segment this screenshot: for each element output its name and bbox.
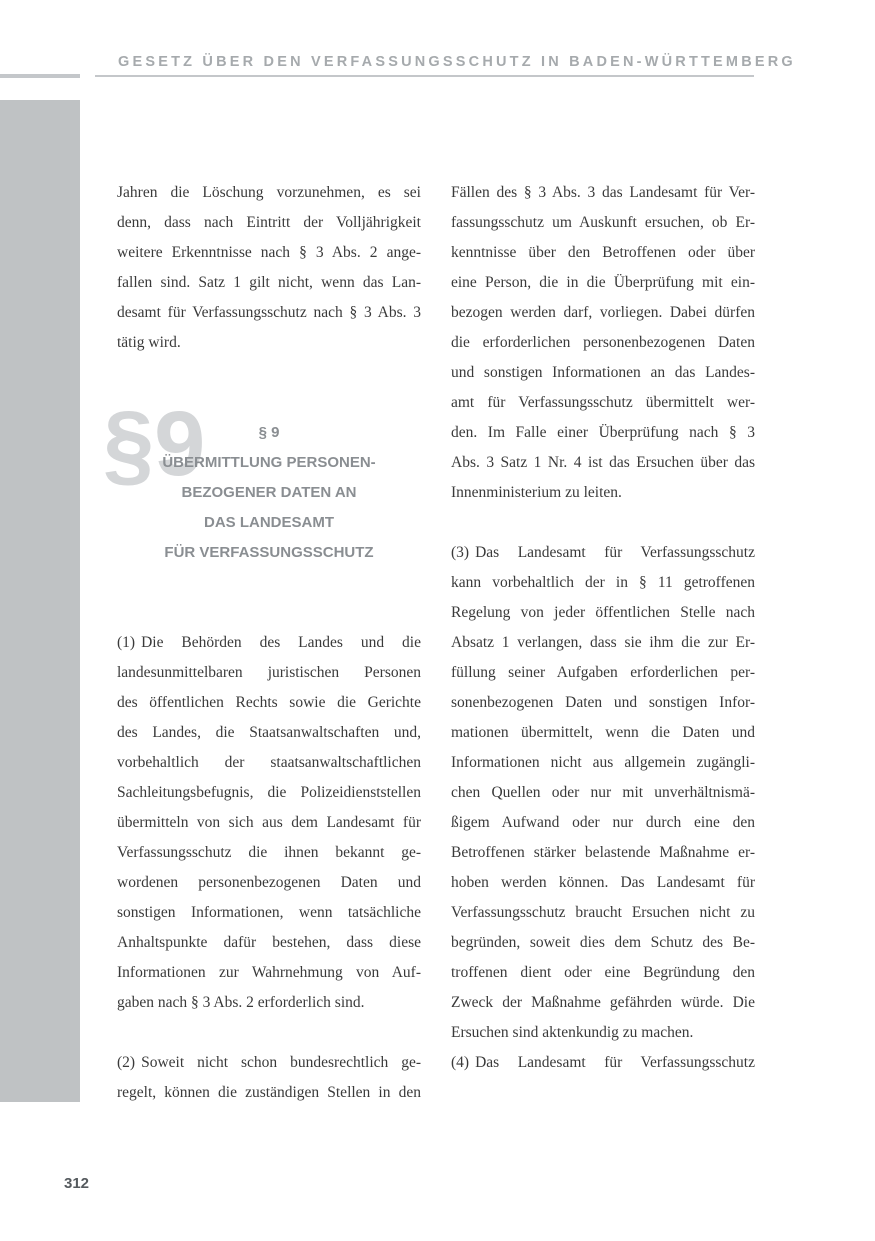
- text-line: Jahren die Löschung vorzunehmen, es sei: [117, 184, 421, 201]
- text-line: regelt, können die zuständigen Stellen in den: [117, 1084, 421, 1101]
- text-line: Verfassungsschutz braucht Ersuchen nicht zu: [451, 904, 755, 921]
- text-line: Ersuchen sind aktenkundig zu machen.: [451, 1024, 694, 1041]
- text-line: Fällen des § 3 Abs. 3 das Landesamt für Ver-: [451, 184, 755, 201]
- text-line: des öffentlichen Rechts sowie die Gerichte: [117, 694, 421, 711]
- section-title-line: ÜBERMITTLUNG PERSONEN-: [162, 454, 376, 471]
- text-line: [117, 628, 421, 658]
- text-line: amt für Verfassungsschutz übermittelt wer-: [451, 394, 755, 411]
- text-line: und sonstigen Informationen an das Landes-: [451, 364, 755, 381]
- text-line: eine Person, die in die Überprüfung mit ein-: [451, 274, 755, 291]
- text-line: fassungsschutz um Auskunft ersuchen, ob Er-: [451, 214, 755, 231]
- spacer: [117, 358, 421, 388]
- text-line: sonstigen Informationen, wenn tatsächliche: [117, 904, 421, 921]
- text-line: vorbehaltlich der staatsanwaltschaftlichen: [117, 754, 421, 771]
- text-line: [117, 1048, 421, 1078]
- section-number: § 9: [258, 424, 280, 441]
- paragraph-3: [451, 538, 755, 1048]
- side-margin-bar: [0, 100, 80, 1102]
- text-span: Die Behörden des Landes und die: [141, 634, 421, 651]
- text-line: die erforderlichen personenbezogenen Daten: [451, 334, 755, 351]
- text-line: mationen übermittelt, wenn die Daten und: [451, 724, 755, 741]
- text-span: Soweit nicht schon bundesrechtlich ge-: [141, 1054, 421, 1071]
- text-line: chen Quellen oder nur mit unverhältnismä-: [451, 784, 755, 801]
- spacer: [117, 1018, 421, 1048]
- paragraph-number: (4): [451, 1054, 470, 1071]
- header-rule-left: [0, 74, 80, 78]
- text-line: wordenen personenbezogenen Daten und: [117, 874, 421, 891]
- left-column: [103, 178, 421, 1108]
- text-line: hoben werden können. Das Landesamt für: [451, 874, 755, 891]
- text-line: Informationen zur Wahrnehmung von Auf-: [117, 964, 421, 981]
- text-line: fallen sind. Satz 1 gilt nicht, wenn das Lan-: [117, 274, 421, 291]
- page-number: 312: [64, 1175, 90, 1192]
- text-line: sonenbezogenen Daten und sonstigen Infor-: [451, 694, 755, 711]
- text-line: des Landes, die Staatsanwaltschaften und,: [117, 724, 421, 741]
- text-line: troffenen dient oder eine Begründung den: [451, 964, 755, 981]
- text-line: Absatz 1 verlangen, dass sie ihm die zur Er-: [451, 634, 755, 651]
- section-title-line: BEZOGENER DATEN AN: [181, 484, 357, 501]
- text-line: landesunmittelbaren juristischen Personen: [117, 664, 421, 681]
- continued-paragraph: [451, 178, 755, 508]
- text-line: den. Im Falle einer Überprüfung nach § 3: [451, 424, 755, 441]
- paragraph-4: [451, 1048, 755, 1078]
- text-line: füllung seiner Aufgaben erforderlichen per-: [451, 664, 755, 681]
- text-line: Abs. 3 Satz 1 Nr. 4 ist das Ersuchen über das: [451, 454, 755, 471]
- text-span: Das Landesamt für Verfassungsschutz: [475, 544, 755, 561]
- running-header-title: GESETZ ÜBER DEN VERFASSUNGSSCHUTZ IN BADEN-WÜRTTEMBERG: [118, 54, 796, 70]
- section-title-line: FÜR VERFASSUNGSSCHUTZ: [164, 544, 374, 561]
- section-heading: [103, 388, 421, 628]
- text-line: kann vorbehaltlich der in § 11 getroffenen: [451, 574, 755, 591]
- text-line: Betroffenen stärker belastende Maßnahme er-: [451, 844, 755, 861]
- header-rule: [95, 75, 754, 77]
- text-line: [451, 538, 755, 568]
- paragraph-number: (2): [117, 1054, 136, 1071]
- text-span: Das Landesamt für Verfassungsschutz: [475, 1054, 755, 1071]
- paragraph-2: [117, 1048, 421, 1108]
- right-column: [451, 178, 755, 1078]
- paragraph-number: (1): [117, 634, 136, 651]
- text-line: bezogen werden darf, vorliegen. Dabei dürfen: [451, 304, 755, 321]
- paragraph-number: (3): [451, 544, 470, 561]
- text-line: ßigem Aufwand oder nur durch eine den: [451, 814, 755, 831]
- text-line: denn, dass nach Eintritt der Volljährigkeit: [117, 214, 421, 231]
- text-line: Innenministerium zu leiten.: [451, 484, 622, 501]
- text-line: kenntnisse über den Betroffenen oder über: [451, 244, 755, 261]
- text-line: gaben nach § 3 Abs. 2 erforderlich sind.: [117, 994, 365, 1011]
- text-line: weitere Erkenntnisse nach § 3 Abs. 2 ange-: [117, 244, 421, 261]
- intro-paragraph: [117, 178, 421, 358]
- text-line: tätig wird.: [117, 334, 181, 351]
- text-line: übermitteln von sich aus dem Landesamt für: [117, 814, 421, 831]
- text-line: [451, 1048, 755, 1078]
- text-line: Zweck der Maßnahme gefährden würde. Die: [451, 994, 755, 1011]
- text-line: desamt für Verfassungsschutz nach § 3 Abs. 3: [117, 304, 421, 321]
- text-line: Verfassungsschutz die ihnen bekannt ge-: [117, 844, 421, 861]
- section-title-block: [117, 418, 421, 568]
- section-mark-watermark: §9: [103, 393, 206, 495]
- section-title-line: DAS LANDESAMT: [204, 514, 334, 531]
- text-line: Informationen nicht aus allgemein zugängli-: [451, 754, 755, 771]
- paragraph-1: [117, 628, 421, 1018]
- text-line: begründen, soweit dies dem Schutz des Be-: [451, 934, 755, 951]
- text-line: Sachleitungsbefugnis, die Polizeidienststellen: [117, 784, 421, 801]
- text-line: Anhaltspunkte dafür bestehen, dass diese: [117, 934, 421, 951]
- spacer: [451, 508, 755, 538]
- text-line: Regelung von jeder öffentlichen Stelle nach: [451, 604, 755, 621]
